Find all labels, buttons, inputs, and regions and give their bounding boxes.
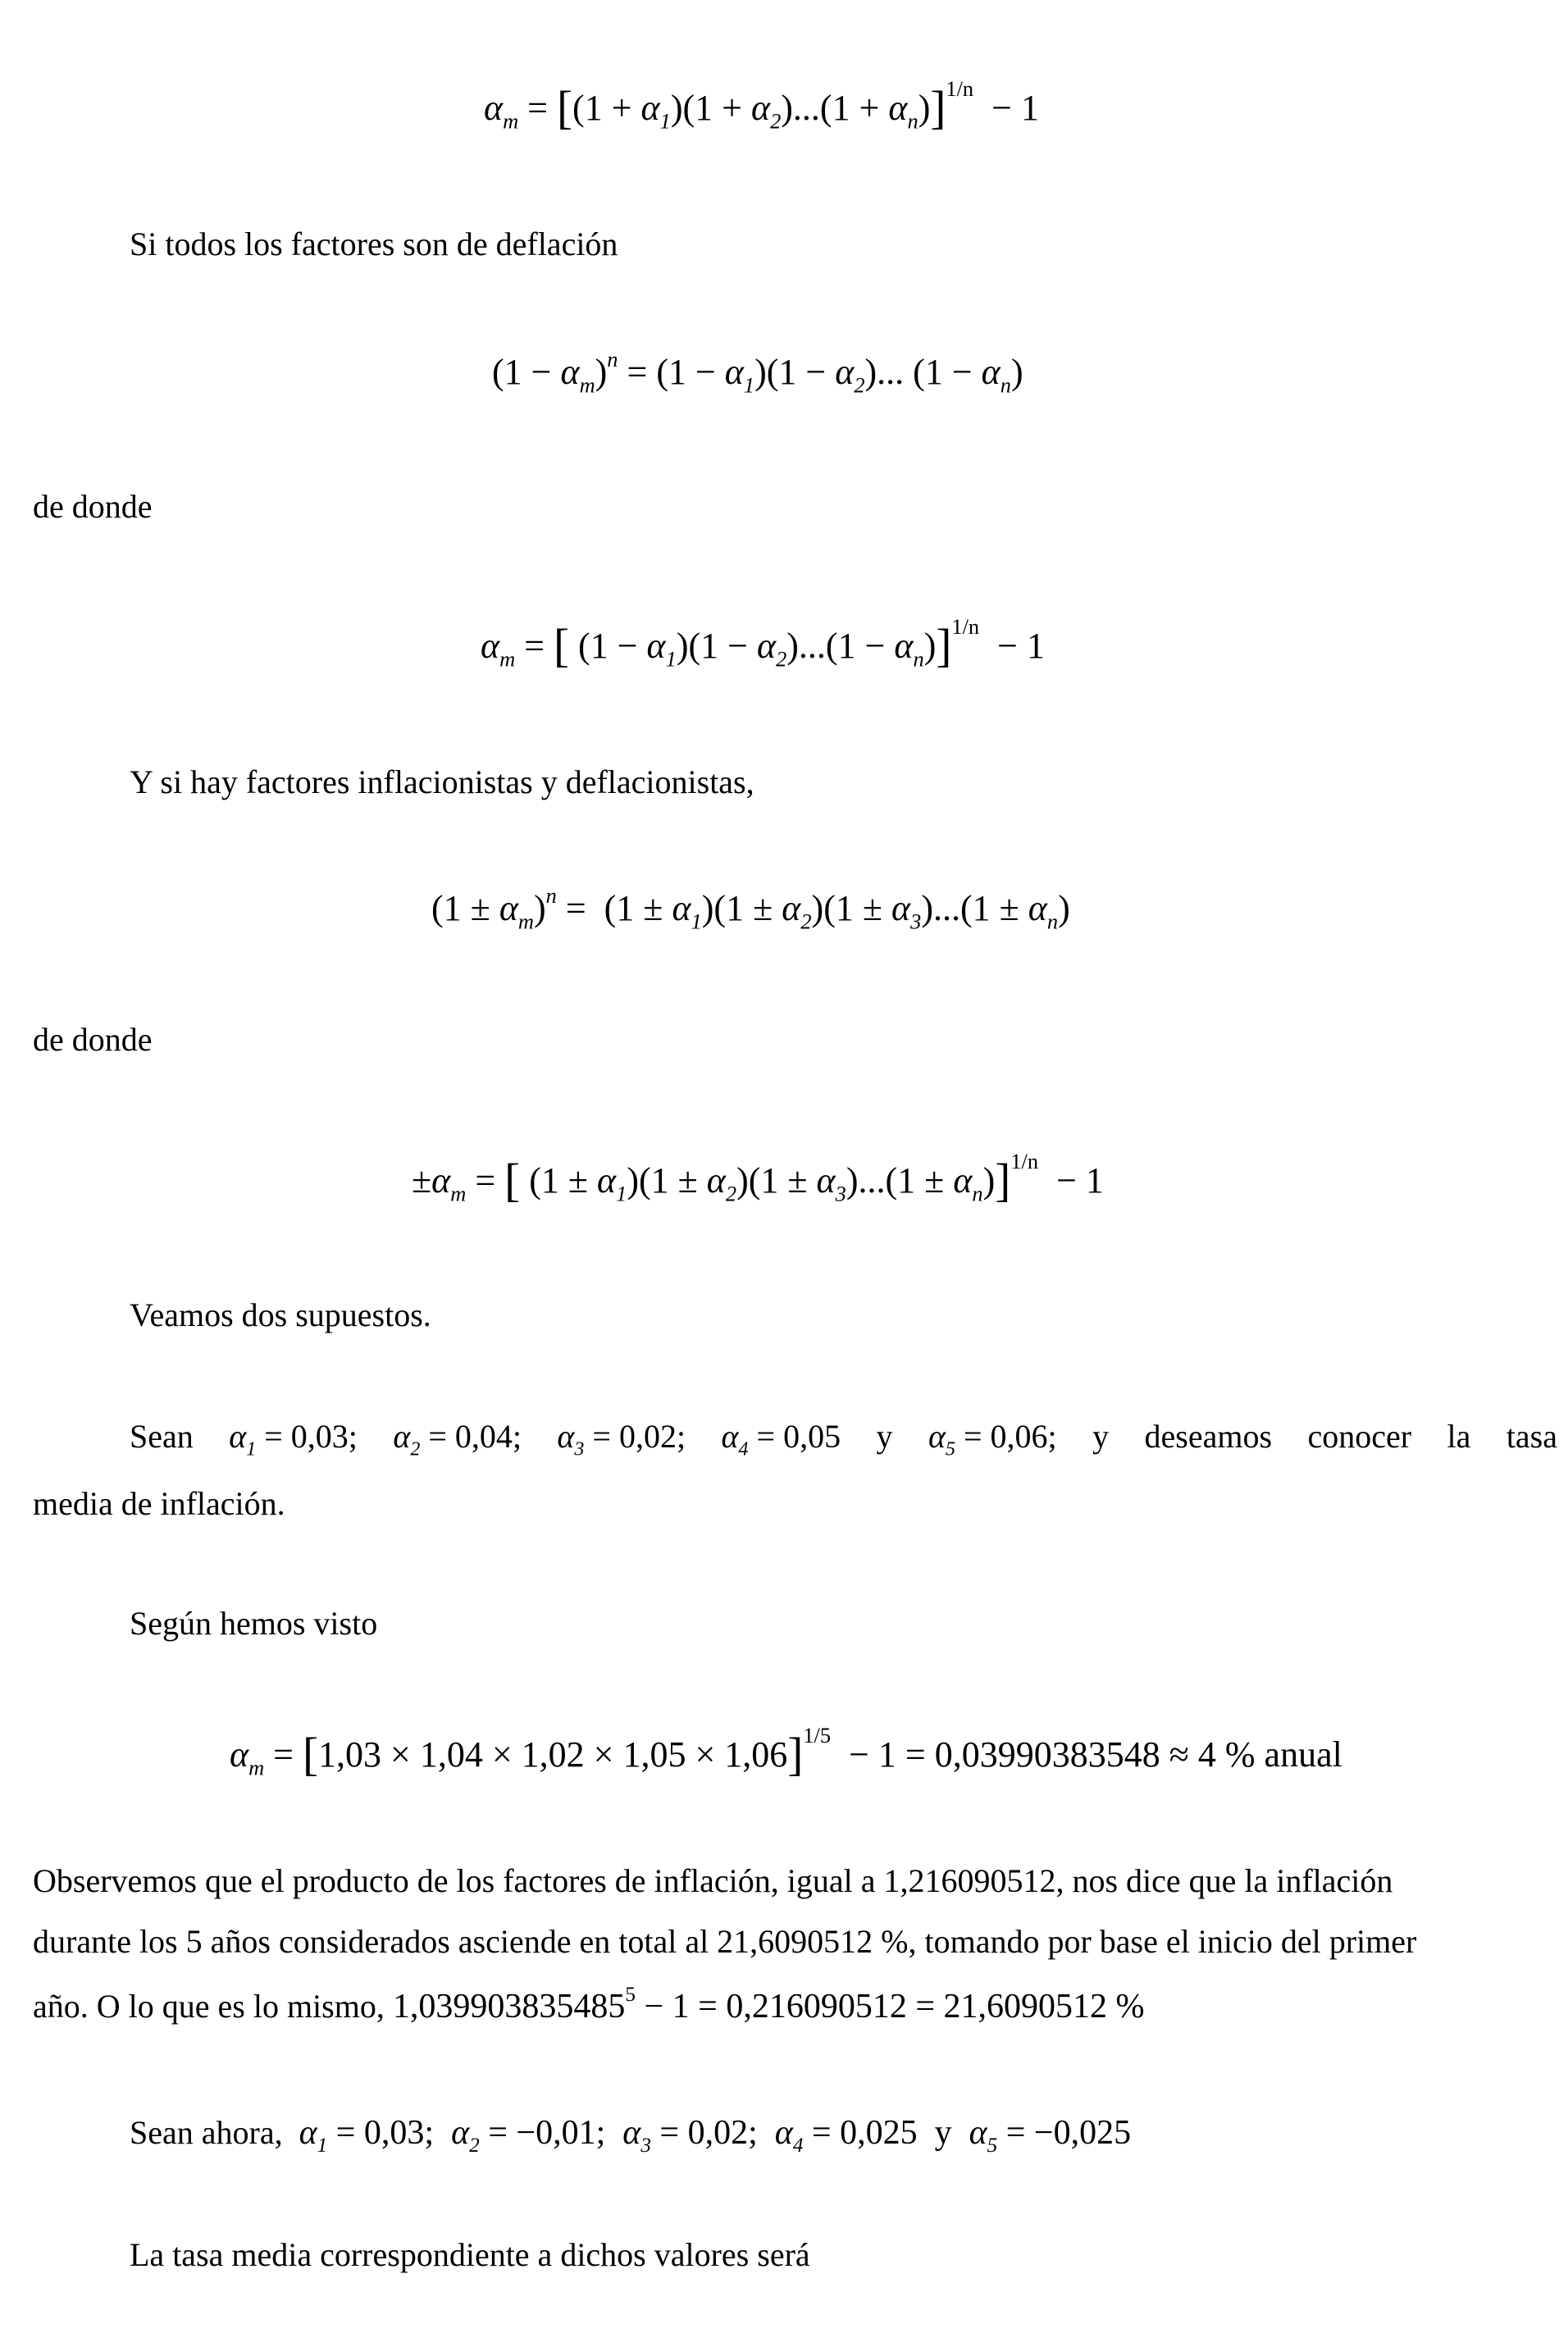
sean-word: y xyxy=(876,1418,893,1455)
text-tasa: La tasa media correspondiente a dichos valores será xyxy=(130,2236,810,2273)
numeric-rest: − 1 = 0,03990383548 xyxy=(849,1734,1160,1775)
sean-alpha3: $\alpha_3 = 0,02$; xyxy=(557,1418,686,1460)
equation-mixed-mean: $\pm\alpha_m$ = [ $(1 \pm \alpha_1)(1 \pm \alpha_2)(1 \pm \alpha_3)...(1 \pm \alpha_n)]^{1/n} - 1$ xyxy=(412,1149,1104,1207)
paragraph-sean-2: Sean ahora, $\alpha_1 = 0,03$; $\alpha_2 = -0,01$; $\alpha_3 = 0,02$; $\alpha_4 = 0,025$ y $\alpha_5 = -0,025$ xyxy=(130,2114,1132,2157)
equation-numeric-mean: $\alpha_m = [1,03 \times 1,04 \times 1,02 \times 1,05 \times 1,06]^{1/5} - 1 = 0,03990383548 \approx 4$ % anual xyxy=(230,1723,1342,1781)
equation-deflation-product: $(1 - \alpha_m)^n = (1 - \alpha_1)(1 - \alpha_2)$... $(1 - \alpha_n)$ xyxy=(492,346,1023,398)
numeric-product: [1,03 × 1,04 × 1,02 × 1,05 × 1,06] xyxy=(303,1729,804,1781)
obs-line-3-rest: − 1 = 0,216090512 = 21,6090512 % xyxy=(644,1988,1145,2025)
sean-alpha5: $\alpha_5 = 0,06$; xyxy=(928,1418,1057,1460)
text-sean-cont: media de inflación. xyxy=(33,1485,285,1522)
numeric-exponent: 1/5 xyxy=(803,1723,832,1747)
sean-alpha4: $\alpha_4 = 0,05$ xyxy=(721,1418,841,1460)
text-deflacion: Si todos los factores son de deflación xyxy=(130,226,618,262)
sean-alpha2: $\alpha_2 = 0,04$; xyxy=(393,1418,522,1460)
sean-alpha1: $\alpha_1 = 0,03$; xyxy=(229,1418,358,1460)
equation-mixed-product: $(1 \pm \alpha_m)^n = (1 \pm \alpha_1)(1 \pm \alpha_2)(1 \pm \alpha_3)...(1 \pm \alpha_n)$ xyxy=(431,882,1070,934)
obs-line-3-math: 1,039903835485 xyxy=(392,1988,626,2025)
text-de-donde-1: de donde xyxy=(33,488,153,525)
text-mixtos: Y si hay factores inflacionistas y deflacionistas, xyxy=(130,763,754,800)
sean-word: deseamos xyxy=(1144,1418,1273,1455)
equation-geometric-mean-inflation: $\alpha_m = [(1 + \alpha_1)(1 + \alpha_2)...(1 + \alpha_n)]^{1/n} - 1$ xyxy=(484,76,1039,134)
paragraph-sean-1 xyxy=(130,1418,1557,1460)
obs-line-1: Observemos que el producto de los factores de inflación, igual a 1,216090512, nos dice que la inflación xyxy=(33,1862,1393,1899)
sean-word: conocer xyxy=(1307,1418,1412,1455)
obs-line-3-exp: 5 xyxy=(625,1983,636,2006)
text-de-donde-2: de donde xyxy=(33,1021,153,1058)
text-segun: Según hemos visto xyxy=(130,1605,378,1642)
obs-line-3-text: año. O lo que es lo mismo, xyxy=(33,1988,385,2025)
equation-deflation-mean: $\alpha_m$ = [ $(1 - \alpha_1)(1 - \alpha_2)...(1 - \alpha_n)]^{1/n} - 1$ xyxy=(481,614,1045,672)
numeric-result: 4 % anual xyxy=(1197,1734,1342,1775)
sean-word: tasa xyxy=(1506,1418,1557,1455)
approx-symbol: ≈ xyxy=(1169,1734,1189,1775)
sean-lead: Sean xyxy=(130,1418,194,1455)
text-supuestos: Veamos dos supuestos. xyxy=(130,1296,431,1333)
sean-word: y xyxy=(1092,1418,1110,1455)
obs-line-2: durante los 5 años considerados asciende en total al 21,6090512 %, tomando por base el inicio del primer xyxy=(33,1923,1417,1960)
sean-word: la xyxy=(1447,1418,1471,1455)
obs-line-3 xyxy=(33,1983,1145,2025)
